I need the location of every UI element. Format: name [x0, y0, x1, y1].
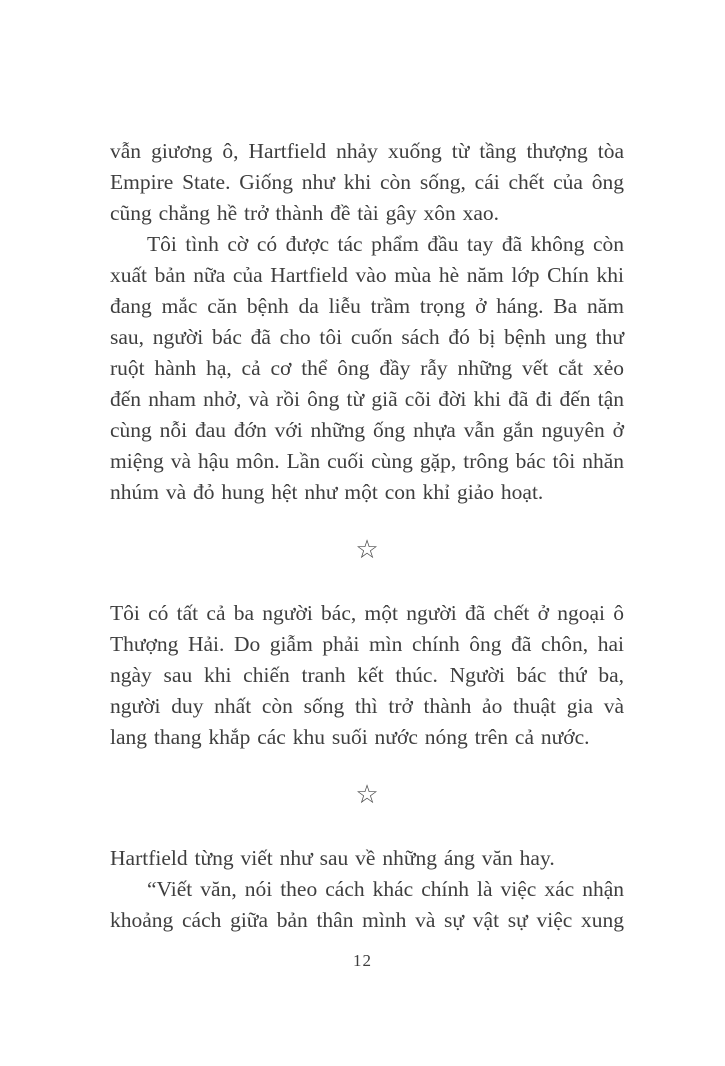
star-divider-icon: ☆	[355, 535, 379, 564]
paragraph-2: Tôi tình cờ có được tác phẩm đầu tay đã không còn xuất bản nữa của Hartfield vào mùa hè năm lớp Chín khi đang mắc căn bệnh da liễu trầm trọng ở háng. Ba năm sau, người bác đã cho tôi cuốn sách đó bị bệnh ung thư ruột hành hạ, cả cơ thể ông đầy rẫy những vết cắt xẻo đến nham nhở, và rồi ông từ giã cõi đời khi đã đi đến tận cùng nỗi đau đớn với những ống nhựa vẫn gắn nguyên ở miệng và hậu môn. Lần cuối cùng gặp, trông bác tôi nhăn nhúm và đỏ hung hệt như một con khỉ giảo hoạt.	[110, 232, 624, 504]
star-divider-icon: ☆	[355, 780, 379, 809]
paragraph-4: Hartfield từng viết như sau về những áng văn hay.	[110, 846, 555, 870]
paragraph-1: vẫn giương ô, Hartfield nhảy xuống từ tầng thượng tòa Empire State. Giống như khi còn sống, cái chết của ông cũng chẳng hề trở thành đề tài gây xôn xao.	[110, 139, 624, 225]
page-number: 12	[353, 951, 372, 970]
paragraph-5: “Viết văn, nói theo cách khác chính là việc xác nhận khoảng cách giữa bản thân mình và sự vật sự việc xung	[110, 877, 624, 932]
paragraph-3: Tôi có tất cả ba người bác, một người đã chết ở ngoại ô Thượng Hải. Do giẫm phải mìn chính ông đã chôn, hai ngày sau khi chiến tranh kết thúc. Người bác thứ ba, người duy nhất còn sống thì trở thành ảo thuật gia và lang thang khắp các khu suối nước nóng trên cả nước.	[110, 601, 624, 749]
text-column	[110, 136, 624, 936]
